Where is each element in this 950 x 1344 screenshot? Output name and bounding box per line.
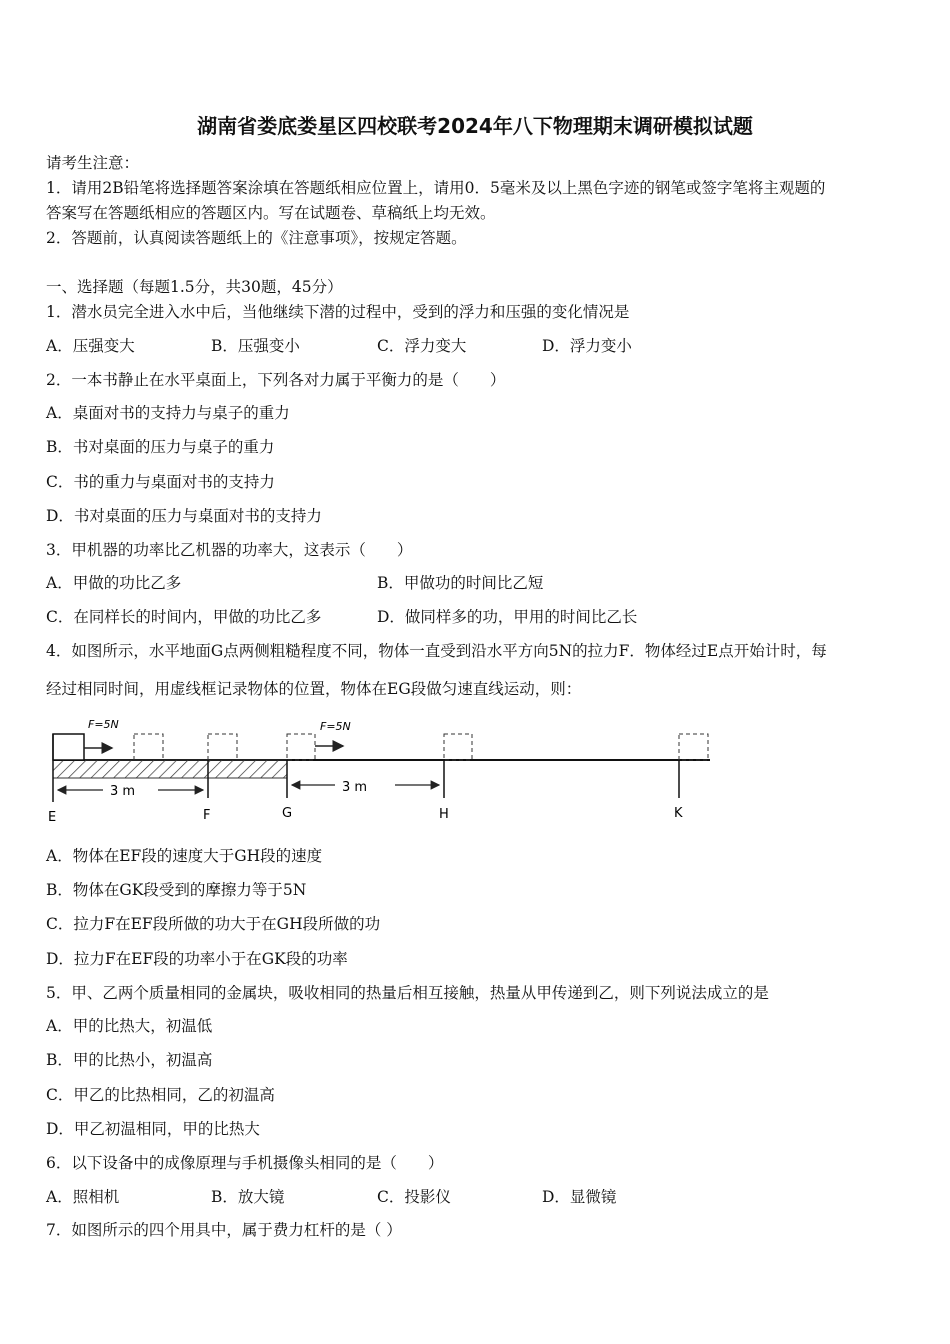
question-3-stem: 3．甲机器的功率比乙机器的功率大，这表示（ ） [46,541,413,559]
question-6-option-b: B．放大镜 [211,1188,285,1206]
position-box [134,734,163,760]
point-label-h: H [439,807,449,822]
question-1-stem: 1．潜水员完全进入水中后，当他继续下潜的过程中，受到的浮力和压强的变化情况是 [46,303,630,321]
notice-heading: 请考生注意： [46,154,140,172]
question-2-option-d: D．书对桌面的压力与桌面对书的支持力 [46,507,322,525]
question-6-option-d: D．显微镜 [542,1188,617,1206]
position-box [208,734,237,760]
question-2-option-c: C．书的重力与桌面对书的支持力 [46,473,275,491]
question-4-option-c: C．拉力F在EF段所做的功大于在GH段所做的功 [46,915,381,933]
point-label-f: F [203,808,211,823]
question-4-stem-cont: 经过相同时间，用虚线框记录物体的位置，物体在EG段做匀速直线运动，则： [46,680,582,698]
rough-surface [53,760,287,778]
question-6-option-a: A．照相机 [46,1188,120,1206]
question-6-option-c: C．投影仪 [377,1188,451,1206]
question-5-option-d: D．甲乙初温相同，甲的比热大 [46,1120,260,1138]
question-1-option-d: D．浮力变小 [542,337,632,355]
point-label-k: K [674,806,683,821]
question-1-option-b: B．压强变小 [211,337,300,355]
question-2-option-b: B．书对桌面的压力与桌子的重力 [46,438,275,456]
notice-line-1-cont: 答案写在答题纸相应的答题区内。写在试题卷、草稿纸上均无效。 [46,204,496,222]
position-box [287,734,315,760]
question-4-option-d: D．拉力F在EF段的功率小于在GK段的功率 [46,950,348,968]
object-block [53,734,84,760]
question-4-stem: 4．如图所示，水平地面G点两侧粗糙程度不同，物体一直受到沿水平方向5N的拉力F．物体经过E点开始计时，每 [46,642,827,660]
question-6-stem: 6．以下设备中的成像原理与手机摄像头相同的是（ ） [46,1154,444,1172]
question-2-stem: 2．一本书静止在水平桌面上，下列各对力属于平衡力的是（ ） [46,371,506,389]
question-5-stem: 5．甲、乙两个质量相同的金属块，吸收相同的热量后相互接触，热量从甲传递到乙，则下列说法成立的是 [46,984,769,1002]
point-label-e: E [48,810,57,825]
force-label-1: F=5N [88,718,119,731]
question-4-option-b: B．物体在GK段受到的摩擦力等于5N [46,881,307,899]
question-3-option-b: B．甲做功的时间比乙短 [377,574,544,592]
question-1-option-c: C．浮力变大 [377,337,467,355]
point-label-g: G [282,806,293,821]
question-5-option-c: C．甲乙的比热相同，乙的初温高 [46,1086,275,1104]
question-3-option-d: D．做同样多的功，甲用的时间比乙长 [377,608,638,626]
question-5-option-a: A．甲的比热大，初温低 [46,1017,213,1035]
distance-label-ef: 3 m [110,784,136,799]
section-heading: 一、选择题（每题1.5分，共30题，45分） [46,278,343,296]
question-4-option-a: A．物体在EF段的速度大于GH段的速度 [46,847,323,865]
question-1-option-a: A．压强变大 [46,337,135,355]
position-box [679,734,708,760]
question-3-option-a: A．甲做的功比乙多 [46,574,182,592]
distance-label-gh: 3 m [342,780,368,795]
position-box [444,734,472,760]
question-3-option-c: C．在同样长的时间内，甲做的功比乙多 [46,608,322,626]
question-2-option-a: A．桌面对书的支持力与桌子的重力 [46,404,290,422]
notice-line-2: 2．答题前，认真阅读答题纸上的《注意事项》，按规定答题。 [46,229,467,247]
page-title: 湖南省娄底娄星区四校联考2024年八下物理期末调研模拟试题 [197,114,753,138]
question-5-option-b: B．甲的比热小，初温高 [46,1051,213,1069]
notice-line-1: 1．请用2B铅笔将选择题答案涂填在答题纸相应位置上，请用0．5毫米及以上黑色字迹的钢笔或签字笔将主观题的 [46,179,826,197]
force-label-2: F=5N [320,720,351,733]
question-7-stem: 7．如图所示的四个用具中，属于费力杠杆的是（ ） [46,1221,402,1239]
question-4-figure [0,710,950,840]
